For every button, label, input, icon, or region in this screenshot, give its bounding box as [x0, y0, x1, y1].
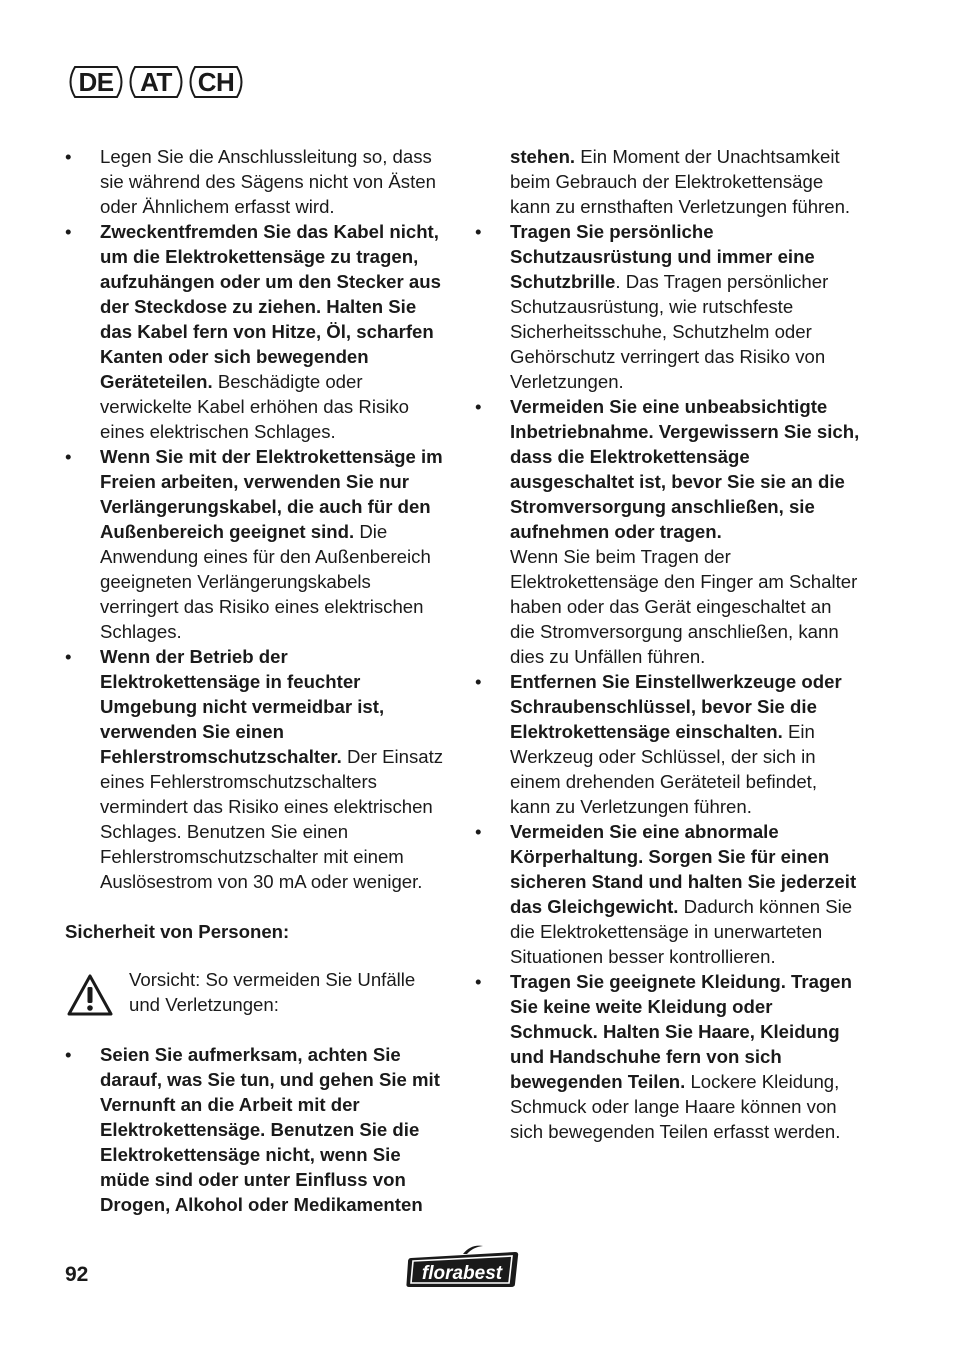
item-bold-text: Wenn der Betrieb der Elektrokettensäge in feuchter Umgebung nicht vermeidbar ist, verwenden Sie einen Fehlerstromschutzschalter.	[100, 646, 385, 767]
list-item	[65, 1042, 450, 1217]
item-bold-text: Tragen Sie geeignete Kleidung. Tragen Sie keine weite Kleidung oder Schmuck. Halten Sie Haare, Kleidung und Handschuhe fern von sich bewegenden Teilen.	[510, 971, 852, 1092]
item-bold-text: Vermeiden Sie eine abnormale Körperhaltung. Sorgen Sie für einen sicheren Stand und halten Sie jederzeit das Gleichgewicht.	[510, 821, 857, 917]
language-badge-at: AT	[125, 66, 187, 98]
list-item	[475, 669, 860, 819]
list-item	[65, 644, 450, 894]
item-text: Ein Moment der Unachtsamkeit beim Gebrauch der Elektrokettensäge kann zu ernsthaften Verletzungen führen.	[510, 146, 851, 217]
bullet: •	[475, 396, 482, 417]
item-text: Ein Werkzeug oder Schlüssel, der sich in einem drehenden Geräteteil befindet, kann zu Verletzungen führen.	[510, 721, 818, 817]
item-bold-text: Tragen Sie persönliche Schutzausrüstung und immer eine Schutzbrille	[510, 221, 815, 292]
florabest-logo	[405, 1244, 521, 1295]
item-text: Beschädigte oder verwickelte Kabel erhöhen das Risiko eines elektrischen Schlages.	[100, 371, 410, 442]
item-text: Die Anwendung eines für den Außenbereich geeigneten Verlängerungskabels verringert das Risiko eines elektrischen Schlages.	[100, 521, 431, 642]
item-bold-text: Zweckentfremden Sie das Kabel nicht, um die Elektrokettensäge zu tragen, aufzuhängen oder um den Stecker aus der Steckdose zu ziehen. Halten Sie das Kabel fern von Hitze, Öl, scharfen Kanten oder sich bewegenden Geräteteilen.	[100, 221, 441, 392]
bullet: •	[475, 671, 482, 692]
item-text: Legen Sie die Anschlussleitung so, dass sie während des Sägens nicht von Ästen oder Ähnlichem erfasst wird.	[100, 146, 436, 217]
item-bold-text: Wenn Sie mit der Elektrokettensäge im Freien arbeiten, verwenden Sie nur Verlängerungskabel, die auch für den Außenbereich geeignet sind.	[100, 446, 443, 542]
list-item	[475, 969, 860, 1144]
bullet: •	[65, 646, 72, 667]
bullet: •	[65, 1044, 72, 1065]
language-badge-de: DE	[65, 66, 127, 98]
list-item	[65, 144, 450, 219]
list-item	[475, 394, 860, 669]
bullet: •	[475, 221, 482, 242]
right-column	[475, 144, 860, 1144]
bullet: •	[475, 821, 482, 842]
list-item-continuation	[475, 144, 860, 219]
left-column	[65, 144, 450, 1217]
bullet: •	[65, 146, 72, 167]
section-title: Sicherheit von Personen:	[65, 921, 290, 942]
language-badges	[65, 66, 245, 98]
bullet: •	[475, 971, 482, 992]
item-bold-text: stehen.	[510, 146, 576, 167]
bullet: •	[65, 446, 72, 467]
warning-text: Vorsicht: So vermeiden Sie Unfälle und Verletzungen:	[129, 969, 416, 1015]
item-text: . Das Tragen persönlicher Schutzausrüstung, wie rutschfeste Sicherheitsschuhe, Schutzhelm oder Gehörschutz verringert das Risiko von Verletzungen.	[510, 271, 829, 392]
item-bold-text: Seien Sie aufmerksam, achten Sie darauf, was Sie tun, und gehen Sie mit Vernunft an die Arbeit mit der Elektrokettensäge. Benutzen Sie die Elektrokettensäge nicht, wenn Sie müde sind oder unter Einfluss von Drogen, Alkohol oder Medikamenten	[100, 1044, 440, 1215]
item-text: Dadurch können Sie die Elektrokettensäge in unerwarteten Situationen besser kontrollieren.	[510, 896, 853, 967]
warning-note	[65, 967, 450, 1017]
item-bold-text: Entfernen Sie Einstellwerkzeuge oder Schraubenschlüssel, bevor Sie die Elektrokettensäge einschalten.	[510, 671, 842, 742]
warning-icon	[66, 973, 114, 1017]
bullet: •	[65, 221, 72, 242]
list-item	[65, 444, 450, 644]
list-item	[475, 219, 860, 394]
language-badge-ch: CH	[185, 66, 247, 98]
item-text: Lockere Kleidung, Schmuck oder lange Haare können von sich bewegenden Teilen erfasst werden.	[510, 1071, 841, 1142]
list-item	[65, 219, 450, 444]
page-number: 92	[65, 1263, 89, 1286]
svg-text:florabest: florabest	[421, 1263, 503, 1284]
item-text: Wenn Sie beim Tragen der Elektrokettensäge den Finger am Schalter haben oder das Gerät eingeschaltet an die Stromversorgung anschließen, kann dies zu Unfällen führen.	[510, 546, 858, 667]
list-item	[475, 819, 860, 969]
item-text: Der Einsatz eines Fehlerstromschutzschalters vermindert das Risiko eines elektrischen Schlages. Benutzen Sie einen Fehlerstromschutzschalter mit einem Auslösestrom von 30 mA oder weniger.	[100, 746, 444, 892]
item-bold-text: Vermeiden Sie eine unbeabsichtigte Inbetriebnahme. Vergewissern Sie sich, dass die Elektrokettensäge ausgeschaltet ist, bevor Sie sie an die Stromversorgung anschließen, sie aufnehmen oder tragen.	[510, 396, 860, 542]
